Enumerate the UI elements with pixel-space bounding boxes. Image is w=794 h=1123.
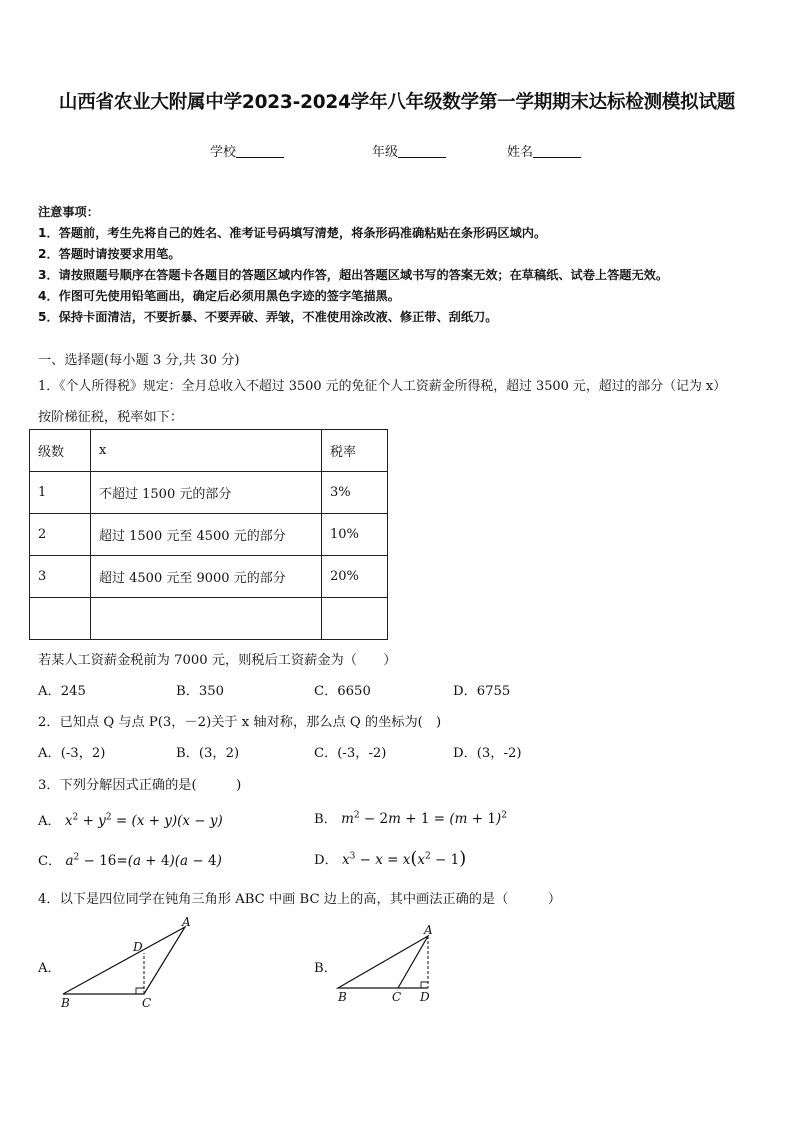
q1-text-line1: 1．《个人所得税》规定：全月总收入不超过 3500 元的免征个人工资薪金所得税，超过 3500 元，超过的部分（记为 x） <box>38 379 727 394</box>
page-title: 山西省农业大附属中学2023-2024学年八年级数学第一学期期末达标检测模拟试题 <box>58 92 736 113</box>
table-header-row <box>30 430 388 472</box>
tax-rate-table <box>29 429 388 640</box>
table-header: x <box>91 430 322 472</box>
point-label: B <box>338 990 347 1004</box>
option-label: C． <box>38 854 62 869</box>
table-cell: 20% <box>322 556 388 598</box>
point-label: D <box>133 940 143 954</box>
formula-d: $x^3 - x = x(x^2 - 1)$ <box>341 848 467 869</box>
point-label: A <box>182 915 191 929</box>
grade-field <box>372 141 446 160</box>
table-cell: 1 <box>30 472 91 514</box>
table-cell: 3 <box>30 556 91 598</box>
notice-item: 1．答题前，考生先将自己的姓名、准考证号码填写清楚，将条形码准确粘贴在条形码区域内。 <box>38 226 547 240</box>
school-field <box>210 141 284 160</box>
q3-option-d <box>314 848 466 869</box>
notice-heading: 注意事项： <box>38 205 99 219</box>
q1-text-line2: 按阶梯征税，税率如下： <box>38 410 184 425</box>
grade-blank <box>398 145 446 158</box>
q1-option-c: C．6650 <box>314 684 371 699</box>
table-cell: 10% <box>322 514 388 556</box>
q3-option-a <box>38 810 223 829</box>
q4-option-b-label: B． <box>314 961 337 976</box>
formula-c: $a^2 - 16=(a + 4)(a - 4)$ <box>65 852 222 869</box>
table-cell: 3% <box>322 472 388 514</box>
table-cell <box>30 598 91 640</box>
q2-option-d: D．(3，-2) <box>453 746 522 761</box>
q3-option-b <box>314 808 507 827</box>
table-header: 级数 <box>30 430 91 472</box>
notice-item: 5．保持卡面清洁，不要折暴、不要弄破、弄皱，不准使用涂改液、修正带、刮纸刀。 <box>38 310 498 324</box>
q1-option-d: D．6755 <box>453 684 511 699</box>
figure-b-triangle <box>330 915 480 1015</box>
section-heading: 一、选择题(每小题 3 分,共 30 分) <box>38 353 240 368</box>
q1-question: 若某人工资薪金税前为 7000 元，则税后工资薪金为（ ） <box>38 653 397 668</box>
option-label: D． <box>314 853 338 868</box>
school-blank <box>236 145 284 158</box>
table-header: 税率 <box>322 430 388 472</box>
point-label: C <box>392 990 402 1004</box>
name-field <box>507 141 581 160</box>
q1-option-b: B．350 <box>176 684 225 699</box>
q3-question: 3．下列分解因式正确的是( ) <box>38 778 242 793</box>
point-label: D <box>420 990 430 1004</box>
figure-a-triangle <box>55 915 205 1015</box>
formula-b: $m^2 - 2m + 1 = (m + 1)^2$ <box>341 810 507 827</box>
point-label: B <box>61 996 70 1010</box>
notice-item: 2．答题时请按要求用笔。 <box>38 247 181 261</box>
notice-item: 3．请按照题号顺序在答题卡各题目的答题区域内作答，超出答题区域书写的答案无效；在草稿纸、试卷上答题无效。 <box>38 268 669 282</box>
q2-option-a: A．(-3，2) <box>38 746 106 761</box>
table-row <box>30 556 388 598</box>
table-row <box>30 598 388 640</box>
table-cell: 超过 4500 元至 9000 元的部分 <box>91 556 322 598</box>
grade-label: 年级 <box>372 145 399 160</box>
q1-option-a: A．245 <box>38 684 86 699</box>
table-cell: 超过 1500 元至 4500 元的部分 <box>91 514 322 556</box>
q2-option-c: C．(-3，-2) <box>314 746 387 761</box>
table-row <box>30 472 388 514</box>
point-label: C <box>142 996 152 1010</box>
table-cell <box>91 598 322 640</box>
option-label: B． <box>314 812 337 827</box>
school-label: 学校 <box>210 145 237 160</box>
option-label: A． <box>38 814 61 829</box>
q4-question: 4．以下是四位同学在钝角三角形 ABC 中画 BC 边上的高，其中画法正确的是（ ） <box>38 892 562 907</box>
q3-option-c <box>38 850 222 869</box>
table-cell: 2 <box>30 514 91 556</box>
table-cell: 不超过 1500 元的部分 <box>91 472 322 514</box>
table-cell <box>322 598 388 640</box>
name-label: 姓名 <box>507 145 534 160</box>
point-label: A <box>424 923 433 937</box>
name-blank <box>533 145 581 158</box>
q2-option-b: B．(3，2) <box>176 746 240 761</box>
q2-question: 2．已知点 Q 与点 P(3，－2)关于 x 轴对称，那么点 Q 的坐标为( ) <box>38 715 442 730</box>
table-row <box>30 514 388 556</box>
q4-option-a-label: A． <box>38 961 61 976</box>
formula-a: $x^2 + y^2 = (x + y)(x - y)$ <box>64 812 223 829</box>
notice-item: 4．作图可先使用铅笔画出，确定后必须用黑色字迹的签字笔描黑。 <box>38 289 400 303</box>
